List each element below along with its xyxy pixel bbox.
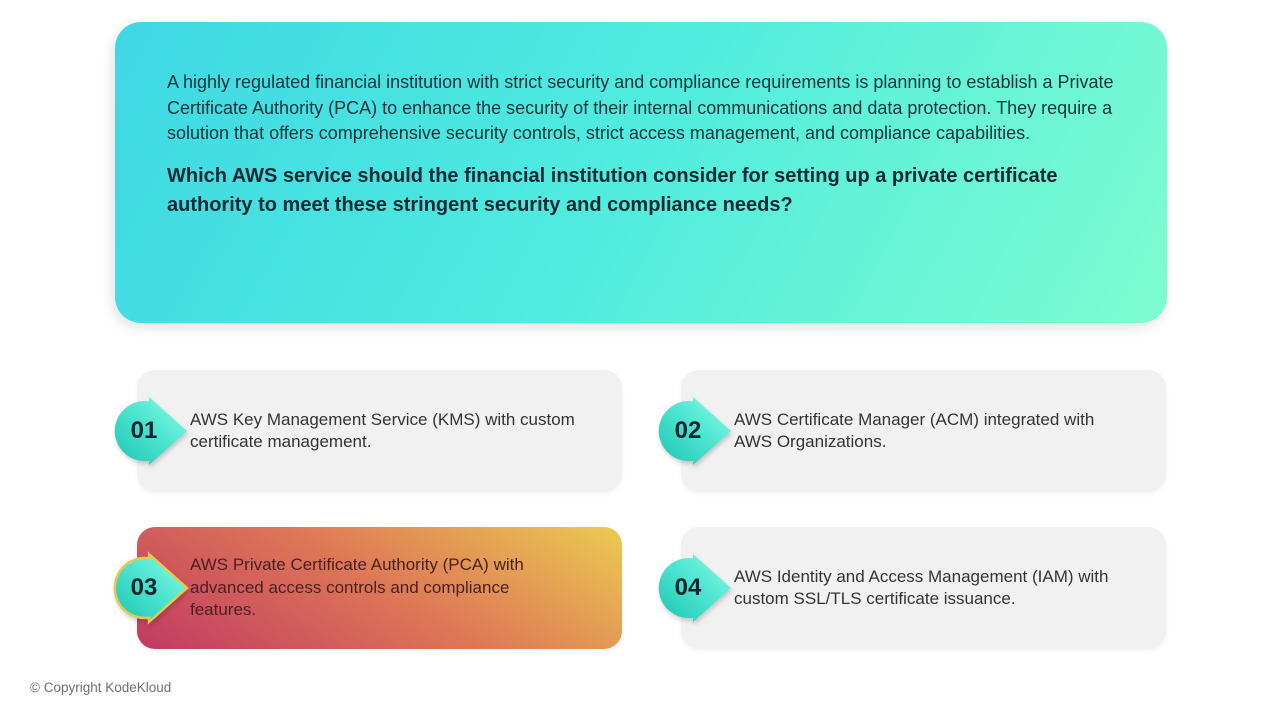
- option-number: 04: [674, 574, 702, 601]
- options-grid: [130, 370, 1166, 649]
- option-number: 01: [130, 417, 158, 444]
- option-number-badge: [657, 548, 733, 628]
- option-number: 03: [130, 574, 158, 601]
- option-text: AWS Private Certificate Authority (PCA) with advanced access controls and compliance features.: [190, 555, 524, 620]
- question-prompt: Which AWS service should the financial institution consider for setting up a private certificate authority to meet these stringent security and compliance needs?: [167, 164, 1058, 216]
- option-number-badge: [113, 548, 189, 628]
- question-scenario: A highly regulated financial institution with strict security and compliance requirements is planning to establish a Private Certificate Authority (PCA) to enhance the security of their internal communications and data protection. They require a solution that offers comprehensive security controls, strict access management, and compliance capabilities.: [167, 72, 1114, 143]
- option-number-badge: [113, 391, 189, 471]
- option-text: AWS Identity and Access Management (IAM) with custom SSL/TLS certificate issuance.: [734, 566, 1109, 608]
- option-number: 02: [674, 417, 702, 444]
- option-text: AWS Certificate Manager (ACM) integrated with AWS Organizations.: [734, 409, 1095, 451]
- option-card-3-selected[interactable]: [130, 527, 622, 649]
- option-number-badge: [657, 391, 733, 471]
- option-text: AWS Key Management Service (KMS) with custom certificate management.: [190, 409, 575, 451]
- option-card-1[interactable]: [130, 370, 622, 492]
- option-card-2[interactable]: [674, 370, 1166, 492]
- option-card-4[interactable]: [674, 527, 1166, 649]
- copyright-notice: © Copyright KodeKloud: [30, 680, 172, 695]
- question-panel: [115, 22, 1167, 323]
